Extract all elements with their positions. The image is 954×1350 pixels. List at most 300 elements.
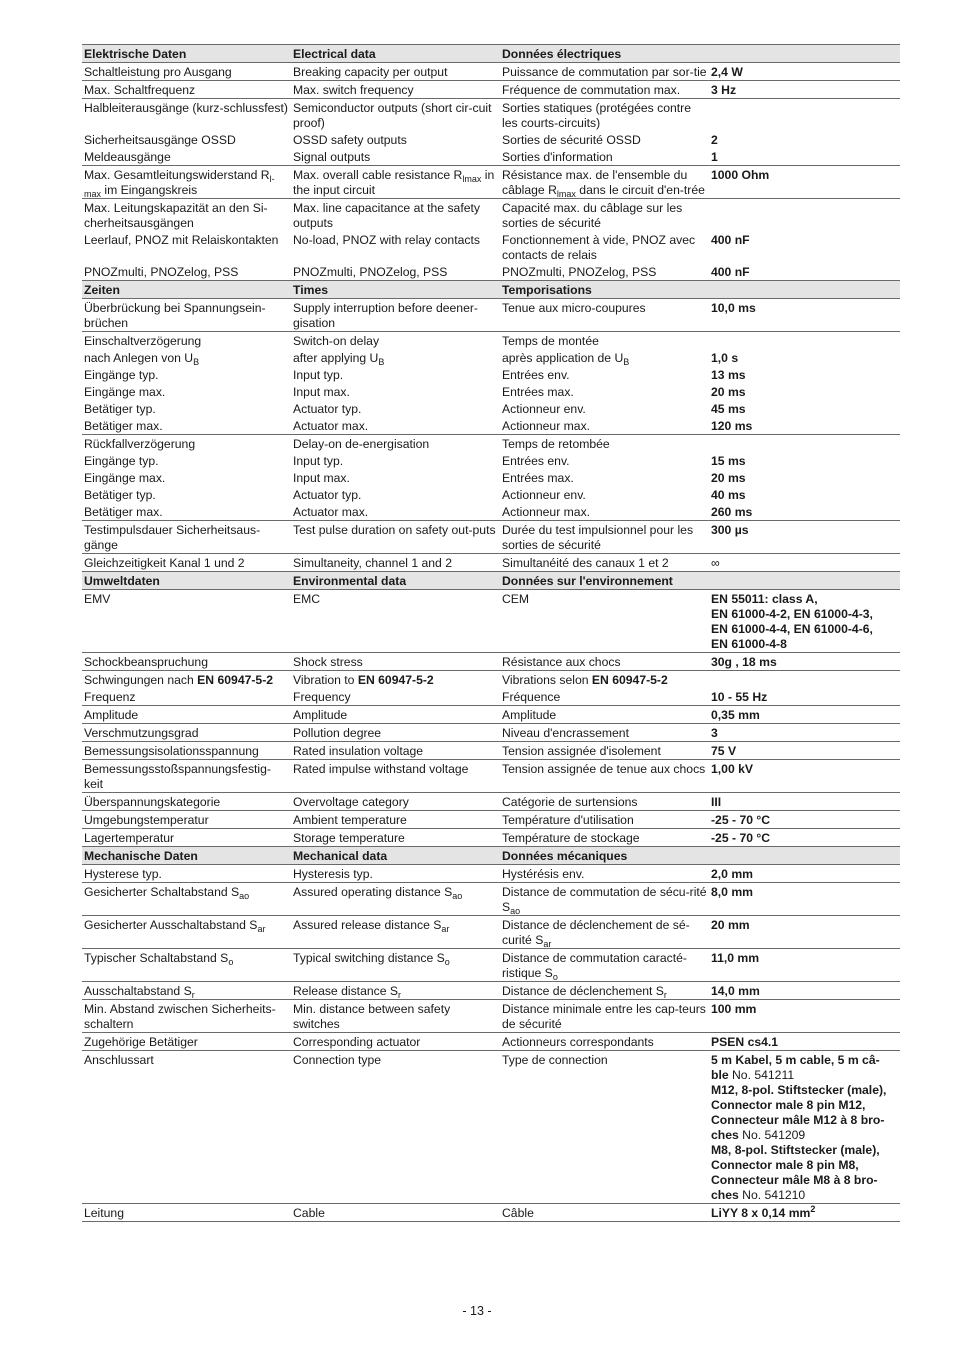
value-line (711, 168, 898, 183)
cell-text: Temps de montée (502, 334, 599, 348)
value-text: 10,0 ms (711, 301, 756, 315)
cell-fr (500, 349, 709, 366)
value-line (711, 419, 898, 434)
subscript: l-max (84, 174, 275, 199)
cell-de (82, 332, 291, 350)
cell-en (291, 299, 500, 332)
value-text: EN 61000-4-4, EN 61000-4-6, (711, 622, 873, 636)
subscript: B (193, 357, 200, 367)
table-row (82, 503, 900, 521)
cell-text: Rated insulation voltage (293, 744, 424, 758)
cell-en (291, 435, 500, 453)
cell-de (82, 653, 291, 671)
cell-fr (500, 829, 709, 847)
value-line (711, 690, 898, 705)
cell-value (709, 99, 900, 132)
cell-text: Gesicherter Schaltabstand S (84, 885, 240, 899)
subscript: r (398, 990, 402, 1000)
cell-text: Actuator max. (293, 419, 369, 433)
table-row (82, 554, 900, 572)
cell-text: Betätiger typ. (84, 402, 156, 416)
table-row (82, 590, 900, 653)
cell-en (291, 1204, 500, 1222)
cell-text: Shock stress (293, 655, 363, 669)
value-text: EN 55011: class A, (711, 592, 818, 606)
cell-text: Max. switch frequency (293, 83, 414, 97)
table-row (82, 469, 900, 486)
cell-value (709, 982, 900, 1000)
cell-value (709, 706, 900, 724)
value-line (711, 831, 898, 846)
cell-value (709, 671, 900, 689)
value-line (711, 918, 898, 933)
table-row (82, 653, 900, 671)
cell-fr (500, 590, 709, 653)
cell-value (709, 865, 900, 883)
table-row (82, 417, 900, 435)
cell-text: Amplitude (502, 708, 557, 722)
cell-text: Amplitude (84, 708, 139, 722)
cell-en (291, 263, 500, 281)
table-row (82, 688, 900, 706)
value-text: PSEN cs4.1 (711, 1035, 779, 1049)
cell-value (709, 1051, 900, 1204)
value-line (711, 622, 898, 637)
cell-text: Durée du test impulsionnel pour les sorties de sécurité (502, 523, 694, 552)
cell-de (82, 148, 291, 166)
cell-text: Meldeausgänge (84, 150, 171, 164)
value-text: 0,35 mm (711, 708, 760, 722)
value-order-number: No. 541209 (742, 1128, 806, 1142)
cell-text: Cable (293, 1206, 325, 1220)
cell-value (709, 811, 900, 829)
value-line (711, 368, 898, 383)
cell-fr (500, 99, 709, 132)
table-row (82, 760, 900, 793)
cell-text: Test pulse duration on safety out-puts (293, 523, 496, 537)
cell-fr (500, 299, 709, 332)
cell-text: after applying U (293, 351, 379, 365)
cell-text: Temps de retombée (502, 437, 610, 451)
cell-text: Distance de commutation caracté-ristique S (502, 951, 687, 980)
cell-bold-text: EN 60947-5-2 (591, 673, 668, 687)
value-line (711, 1206, 898, 1221)
cell-en (291, 81, 500, 99)
cell-text: Fréquence (502, 690, 561, 704)
cell-value (709, 45, 900, 63)
cell-text: Corresponding actuator (293, 1035, 421, 1049)
table-row (82, 349, 900, 366)
value-line (711, 1098, 898, 1113)
value-text: 3 Hz (711, 83, 737, 97)
cell-fr (500, 503, 709, 521)
cell-en (291, 1051, 500, 1204)
value-text: Connecteur mâle M8 à 8 bro- (711, 1173, 878, 1187)
cell-text: Signal outputs (293, 150, 371, 164)
cell-value (709, 383, 900, 400)
cell-en (291, 281, 500, 299)
value-text: Connecteur mâle M12 à 8 bro- (711, 1113, 885, 1127)
cell-text: Ausschaltabstand S (84, 984, 192, 998)
cell-value (709, 793, 900, 811)
cell-text: Type de connection (502, 1053, 608, 1067)
cell-text: Câble (502, 1206, 534, 1220)
cell-text: après application de U (502, 351, 624, 365)
cell-de (82, 1000, 291, 1033)
value-text: EN 61000-4-2, EN 61000-4-3, (711, 607, 873, 621)
cell-fr (500, 452, 709, 469)
cell-value (709, 332, 900, 350)
value-line (711, 726, 898, 741)
value-text: 260 ms (711, 505, 753, 519)
cell-en (291, 400, 500, 417)
cell-fr (500, 706, 709, 724)
cell-value (709, 349, 900, 366)
cell-text: PNOZmulti, PNOZelog, PSS (293, 265, 448, 279)
cell-text: Connection type (293, 1053, 382, 1067)
cell-fr (500, 1051, 709, 1204)
value-text: 100 mm (711, 1002, 757, 1016)
table-row (82, 671, 900, 689)
cell-de (82, 131, 291, 148)
cell-text: Bemessungsisolationsspannung (84, 744, 259, 758)
cell-value (709, 1033, 900, 1051)
table-row (82, 1000, 900, 1033)
technical-data-table (82, 44, 900, 1222)
cell-text: Amplitude (293, 708, 348, 722)
table-row (82, 865, 900, 883)
cell-text: Input max. (293, 385, 350, 399)
cell-value (709, 131, 900, 148)
cell-text: Entrées max. (502, 471, 574, 485)
cell-text: No-load, PNOZ with relay contacts (293, 233, 480, 247)
cell-fr (500, 847, 709, 865)
cell-text: Leitung (84, 1206, 124, 1220)
value-line (711, 150, 898, 165)
cell-value (709, 590, 900, 653)
cell-value (709, 148, 900, 166)
value-text: 20 mm (711, 918, 750, 932)
table-row (82, 706, 900, 724)
value-text: -25 - 70 °C (711, 831, 771, 845)
table-row (82, 199, 900, 232)
value-text: Connector male 8 pin M12, (711, 1098, 866, 1112)
cell-text: Input typ. (293, 454, 344, 468)
cell-text: CEM (502, 592, 530, 606)
cell-value (709, 653, 900, 671)
cell-text: Semiconductor outputs (short cir-cuit proof) (293, 101, 492, 130)
cell-en (291, 688, 500, 706)
subscript: o (552, 972, 558, 982)
value-order-number: No. 541211 (732, 1068, 795, 1082)
value-line (711, 592, 898, 607)
cell-text: Bemessungsstoßspannungsfestig-keit (84, 762, 271, 791)
cell-text: Electrical data (293, 47, 376, 61)
cell-text: Min. distance between safety switches (293, 1002, 451, 1031)
cell-text: Entrées max. (502, 385, 574, 399)
cell-en (291, 829, 500, 847)
cell-fr (500, 1033, 709, 1051)
cell-en (291, 883, 500, 916)
cell-value (709, 742, 900, 760)
value-order-number: No. 541210 (742, 1188, 806, 1202)
cell-value (709, 63, 900, 81)
cell-text: Distance de déclenchement S (502, 984, 664, 998)
value-text: 2,0 mm (711, 867, 754, 881)
cell-text: Assured operating distance S (293, 885, 453, 899)
cell-de (82, 263, 291, 281)
cell-fr (500, 554, 709, 572)
cell-value (709, 81, 900, 99)
value-text: 40 ms (711, 488, 746, 502)
cell-text: Hysteresis typ. (293, 867, 373, 881)
value-line (711, 1002, 898, 1017)
value-text: 5 m Kabel, 5 m cable, 5 m câ- (711, 1053, 880, 1067)
table-row (82, 1204, 900, 1222)
value-line (711, 471, 898, 486)
cell-de (82, 521, 291, 554)
cell-text: Release distance S (293, 984, 399, 998)
cell-en (291, 131, 500, 148)
cell-text: Température de stockage (502, 831, 640, 845)
cell-text: Tenue aux micro-coupures (502, 301, 646, 315)
cell-fr (500, 865, 709, 883)
value-line (711, 1158, 898, 1173)
table-row (82, 742, 900, 760)
cell-en (291, 199, 500, 232)
cell-text: PNOZmulti, PNOZelog, PSS (502, 265, 657, 279)
cell-text: Sorties statiques (protégées contre les courts-circuits) (502, 101, 692, 130)
value-line (711, 984, 898, 999)
table-row (82, 829, 900, 847)
cell-en (291, 99, 500, 132)
value-line (711, 301, 898, 316)
subscript: B (378, 357, 385, 367)
cell-value (709, 299, 900, 332)
cell-de (82, 706, 291, 724)
cell-text: Betätiger max. (84, 505, 163, 519)
cell-text: Actionneur env. (502, 402, 586, 416)
table-row (82, 148, 900, 166)
cell-text: Max. Leitungskapazität an den Si-cherheitsausgängen (84, 201, 268, 230)
cell-text: Schwingungen nach (84, 673, 198, 687)
cell-en (291, 760, 500, 793)
cell-text: Max. line capacitance at the safety outputs (293, 201, 480, 230)
value-text: III (711, 795, 722, 809)
cell-en (291, 486, 500, 503)
cell-value (709, 572, 900, 590)
value-text: 2 (711, 133, 718, 147)
cell-en (291, 366, 500, 383)
cell-de (82, 760, 291, 793)
table-row (82, 383, 900, 400)
cell-de (82, 199, 291, 232)
cell-de (82, 366, 291, 383)
cell-text: Eingänge typ. (84, 368, 159, 382)
cell-fr (500, 366, 709, 383)
cell-text: Environmental data (293, 574, 407, 588)
cell-text: Eingänge max. (84, 385, 166, 399)
section-header-row (82, 45, 900, 63)
value-line (711, 1068, 898, 1083)
value-line (711, 762, 898, 777)
value-text: LiYY 8 x 0,14 mm (711, 1206, 811, 1220)
cell-de (82, 793, 291, 811)
cell-text: Überspannungskategorie (84, 795, 221, 809)
value-line (711, 1035, 898, 1050)
cell-fr (500, 45, 709, 63)
cell-en (291, 916, 500, 949)
cell-text: Résistance max. de l'ensemble du câblage R (502, 168, 688, 197)
cell-en (291, 811, 500, 829)
value-line (711, 385, 898, 400)
value-text: 20 ms (711, 471, 746, 485)
table-row (82, 982, 900, 1000)
subscript: lmax (556, 189, 576, 199)
cell-en (291, 1033, 500, 1051)
value-line (711, 1173, 898, 1188)
table-row (82, 486, 900, 503)
cell-bold-text: EN 60947-5-2 (197, 673, 274, 687)
cell-en (291, 847, 500, 865)
table-row (82, 166, 900, 199)
cell-value (709, 829, 900, 847)
cell-fr (500, 166, 709, 199)
cell-text: Input max. (293, 471, 350, 485)
cell-text: Tension assignée de tenue aux chocs (502, 762, 706, 776)
cell-en (291, 949, 500, 982)
value-text: 11,0 mm (711, 951, 760, 965)
value-text: 400 nF (711, 265, 750, 279)
cell-de (82, 81, 291, 99)
value-line (711, 655, 898, 670)
cell-de (82, 865, 291, 883)
subscript: ao (239, 891, 250, 901)
cell-de (82, 231, 291, 263)
cell-text-tail: in the input circuit (293, 168, 495, 197)
cell-text: Schockbeanspruchung (84, 655, 208, 669)
table-row (82, 263, 900, 281)
cell-text: Entrées env. (502, 368, 570, 382)
cell-de (82, 469, 291, 486)
value-line (711, 133, 898, 148)
cell-text: Actuator max. (293, 505, 369, 519)
value-text: ∞ (711, 556, 720, 570)
cell-de (82, 1204, 291, 1222)
cell-text: Elektrische Daten (84, 47, 187, 61)
cell-fr (500, 1000, 709, 1033)
cell-value (709, 417, 900, 435)
cell-text: Niveau d'encrassement (502, 726, 629, 740)
value-line (711, 556, 898, 571)
cell-value (709, 883, 900, 916)
cell-text: Betätiger max. (84, 419, 163, 433)
value-text: 30g , 18 ms (711, 655, 777, 669)
value-line (711, 708, 898, 723)
cell-text: Times (293, 283, 329, 297)
cell-text: Frequency (293, 690, 351, 704)
cell-value (709, 166, 900, 199)
cell-text: Données sur l'environnement (502, 574, 673, 588)
cell-value (709, 263, 900, 281)
cell-fr (500, 949, 709, 982)
cell-fr (500, 63, 709, 81)
value-line (711, 885, 898, 900)
value-text: 8,0 mm (711, 885, 754, 899)
cell-value (709, 760, 900, 793)
cell-text: Température d'utilisation (502, 813, 634, 827)
section-header-row (82, 281, 900, 299)
cell-text: Actionneur env. (502, 488, 586, 502)
value-line (711, 1113, 898, 1128)
cell-fr (500, 148, 709, 166)
technical-data-body (82, 45, 900, 1222)
value-text: 120 ms (711, 419, 753, 433)
table-row (82, 916, 900, 949)
cell-de (82, 847, 291, 865)
cell-text: Zeiten (84, 283, 120, 297)
value-line (711, 265, 898, 280)
cell-text: Hysterese typ. (84, 867, 162, 881)
value-text: 10 - 55 Hz (711, 690, 768, 704)
page-number: - 13 - (462, 1304, 492, 1318)
cell-text: Eingänge max. (84, 471, 166, 485)
cell-text: Hystérésis env. (502, 867, 585, 881)
subscript: ar (441, 924, 450, 934)
cell-text: Max. Gesamtleitungswiderstand R (84, 168, 270, 182)
table-row (82, 231, 900, 263)
cell-text: Sorties d'information (502, 150, 613, 164)
cell-value (709, 435, 900, 453)
value-text: -25 - 70 °C (711, 813, 771, 827)
section-header-row (82, 572, 900, 590)
cell-de (82, 724, 291, 742)
cell-fr (500, 435, 709, 453)
value-line (711, 505, 898, 520)
value-text: 2,4 W (711, 65, 743, 79)
value-text: 1,0 s (711, 351, 739, 365)
cell-text: EMV (84, 592, 111, 606)
table-row (82, 299, 900, 332)
cell-value (709, 199, 900, 232)
cell-text: Overvoltage category (293, 795, 409, 809)
cell-text: Sorties de sécurité OSSD (502, 133, 641, 147)
cell-text: Gleichzeitigkeit Kanal 1 und 2 (84, 556, 245, 570)
cell-text: Vibrations selon (502, 673, 592, 687)
cell-text: Typical switching distance S (293, 951, 445, 965)
value-line (711, 607, 898, 622)
value-text: 13 ms (711, 368, 746, 382)
value-line (711, 1053, 898, 1068)
cell-en (291, 1000, 500, 1033)
cell-de (82, 166, 291, 199)
cell-text: OSSD safety outputs (293, 133, 407, 147)
value-line (711, 813, 898, 828)
value-text: 75 V (711, 744, 737, 758)
cell-text: Storage temperature (293, 831, 405, 845)
cell-en (291, 572, 500, 590)
cell-fr (500, 81, 709, 99)
value-line (711, 83, 898, 98)
cell-de (82, 417, 291, 435)
cell-value (709, 281, 900, 299)
cell-fr (500, 199, 709, 232)
cell-fr (500, 131, 709, 148)
table-row (82, 1033, 900, 1051)
table-row (82, 793, 900, 811)
table-row (82, 81, 900, 99)
cell-value (709, 469, 900, 486)
